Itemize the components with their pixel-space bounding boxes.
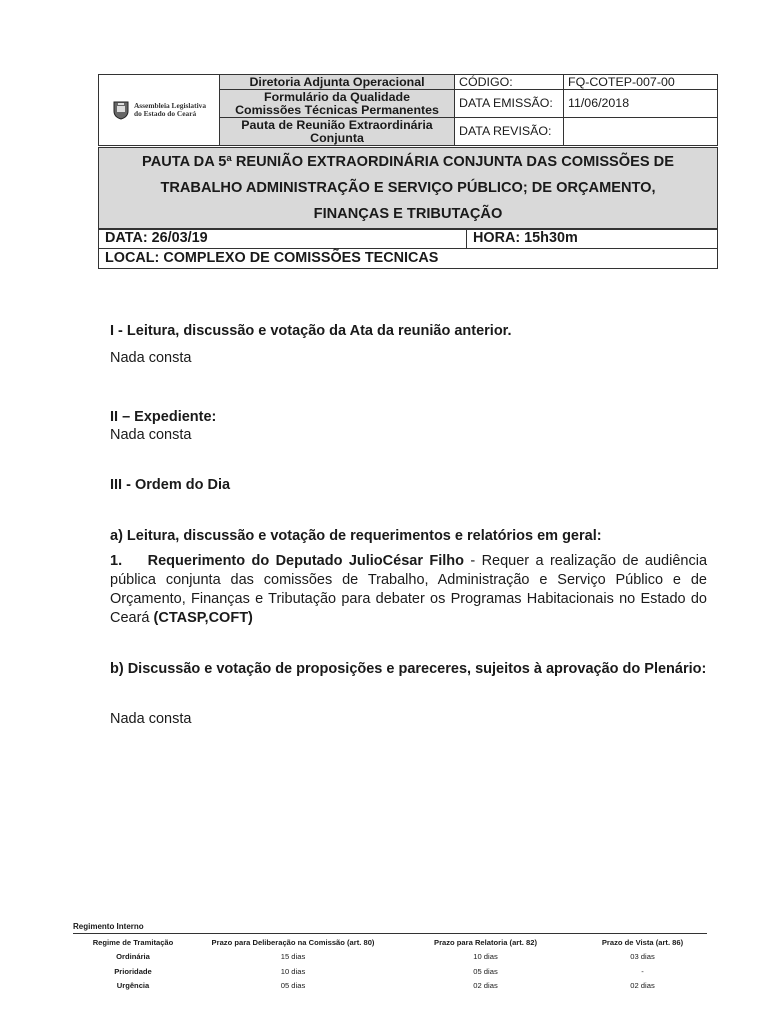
assembly-seal-icon: [112, 100, 130, 120]
meeting-info-table: [98, 228, 718, 269]
table-cell: 10 dias: [473, 952, 498, 962]
table-cell: 05 dias: [280, 981, 306, 991]
subsection-a-heading: a) Leitura, discussão e votação de requerimentos e relatórios em geral:: [110, 528, 602, 544]
agenda-title: PAUTA DA 5ª REUNIÃO EXTRAORDINÁRIA CONJUNTA DAS COMISSÕES DE TRABALHO ADMINISTRAÇÃO E SERVIÇO PÚBLICO; DE ORÇAMENTO, FINANÇAS E TRIBUTAÇÃO: [98, 147, 718, 230]
subsection-b-text: Nada consta: [110, 711, 192, 727]
emissao-value: 11/06/2018: [564, 90, 718, 118]
unit-name: Diretoria Adjunta Operacional: [220, 75, 455, 90]
column-header: Prazo de Vista (art. 86): [601, 937, 684, 947]
revisao-value: [564, 118, 718, 146]
table-row: [73, 950, 707, 965]
table-cell: Ordinária: [116, 952, 150, 962]
codigo-label: CÓDIGO:: [455, 75, 564, 90]
table-cell: 02 dias: [630, 981, 655, 991]
agenda-item-1: [110, 552, 707, 628]
column-header: Prazo para Relatoria (art. 82): [434, 937, 537, 947]
logo-cell: [99, 75, 220, 146]
table-cell: Prioridade: [114, 966, 152, 976]
regimento-table: [73, 935, 707, 993]
emissao-label: DATA EMISSÃO:: [455, 90, 564, 118]
section-1-heading: I - Leitura, discussão e votação da Ata da reunião anterior.: [110, 323, 512, 339]
table-cell: 05 dias: [473, 966, 498, 976]
regimento-header-row: [73, 935, 707, 950]
codigo-value: FQ-COTEP-007-00: [564, 75, 718, 90]
column-header: Prazo para Deliberação na Comissão (art. 80): [211, 937, 375, 947]
document-header-table: [98, 74, 718, 146]
table-cell: 03 dias: [630, 952, 655, 962]
item-number: 1.: [110, 553, 123, 569]
revisao-label: DATA REVISÃO:: [455, 118, 564, 146]
section-2-text: Nada consta: [110, 427, 192, 443]
table-cell: Urgência: [116, 981, 150, 991]
table-cell: 15 dias: [280, 952, 306, 962]
section-2-heading: II – Expediente:: [110, 409, 217, 425]
subsection-b-heading: b) Discussão e votação de proposições e pareceres, sujeitos à aprovação do Plenário:: [110, 661, 707, 677]
item-title: Requerimento do Deputado JulioCésar Filho: [147, 553, 464, 569]
table-row: [73, 979, 707, 994]
document-name: Pauta de Reunião Extraordinária Conjunta: [220, 118, 455, 146]
item-description: - Requer a realização de audiência pública conjunta das comissões de Trabalho, Administração e Serviço Público e de Orçamento, Finanças e Tributação para debater os Programas Habitacionais no Estado do Ceará: [110, 553, 708, 626]
meeting-date: DATA: 26/03/19: [99, 229, 467, 249]
regimento-title: Regimento Interno: [73, 922, 144, 931]
meeting-time: HORA: 15h30m: [467, 229, 718, 249]
logo-text: Assembleia Legislativa do Estado do Ceará: [133, 101, 207, 118]
column-header: Regime de Tramitação: [92, 937, 174, 947]
table-row: [73, 964, 707, 979]
section-3-heading: III - Ordem do Dia: [110, 477, 231, 493]
table-cell: 10 dias: [280, 966, 306, 976]
table-cell: 02 dias: [473, 981, 498, 991]
regimento-divider: [73, 933, 707, 934]
item-committees: (CTASP,COFT): [153, 610, 253, 626]
table-cell: -: [641, 966, 644, 976]
section-1-text: Nada consta: [110, 350, 192, 366]
form-name: Formulário da Qualidade Comissões Técnicas Permanentes: [220, 90, 455, 118]
meeting-location: LOCAL: COMPLEXO DE COMISSÕES TECNICAS: [99, 249, 718, 269]
